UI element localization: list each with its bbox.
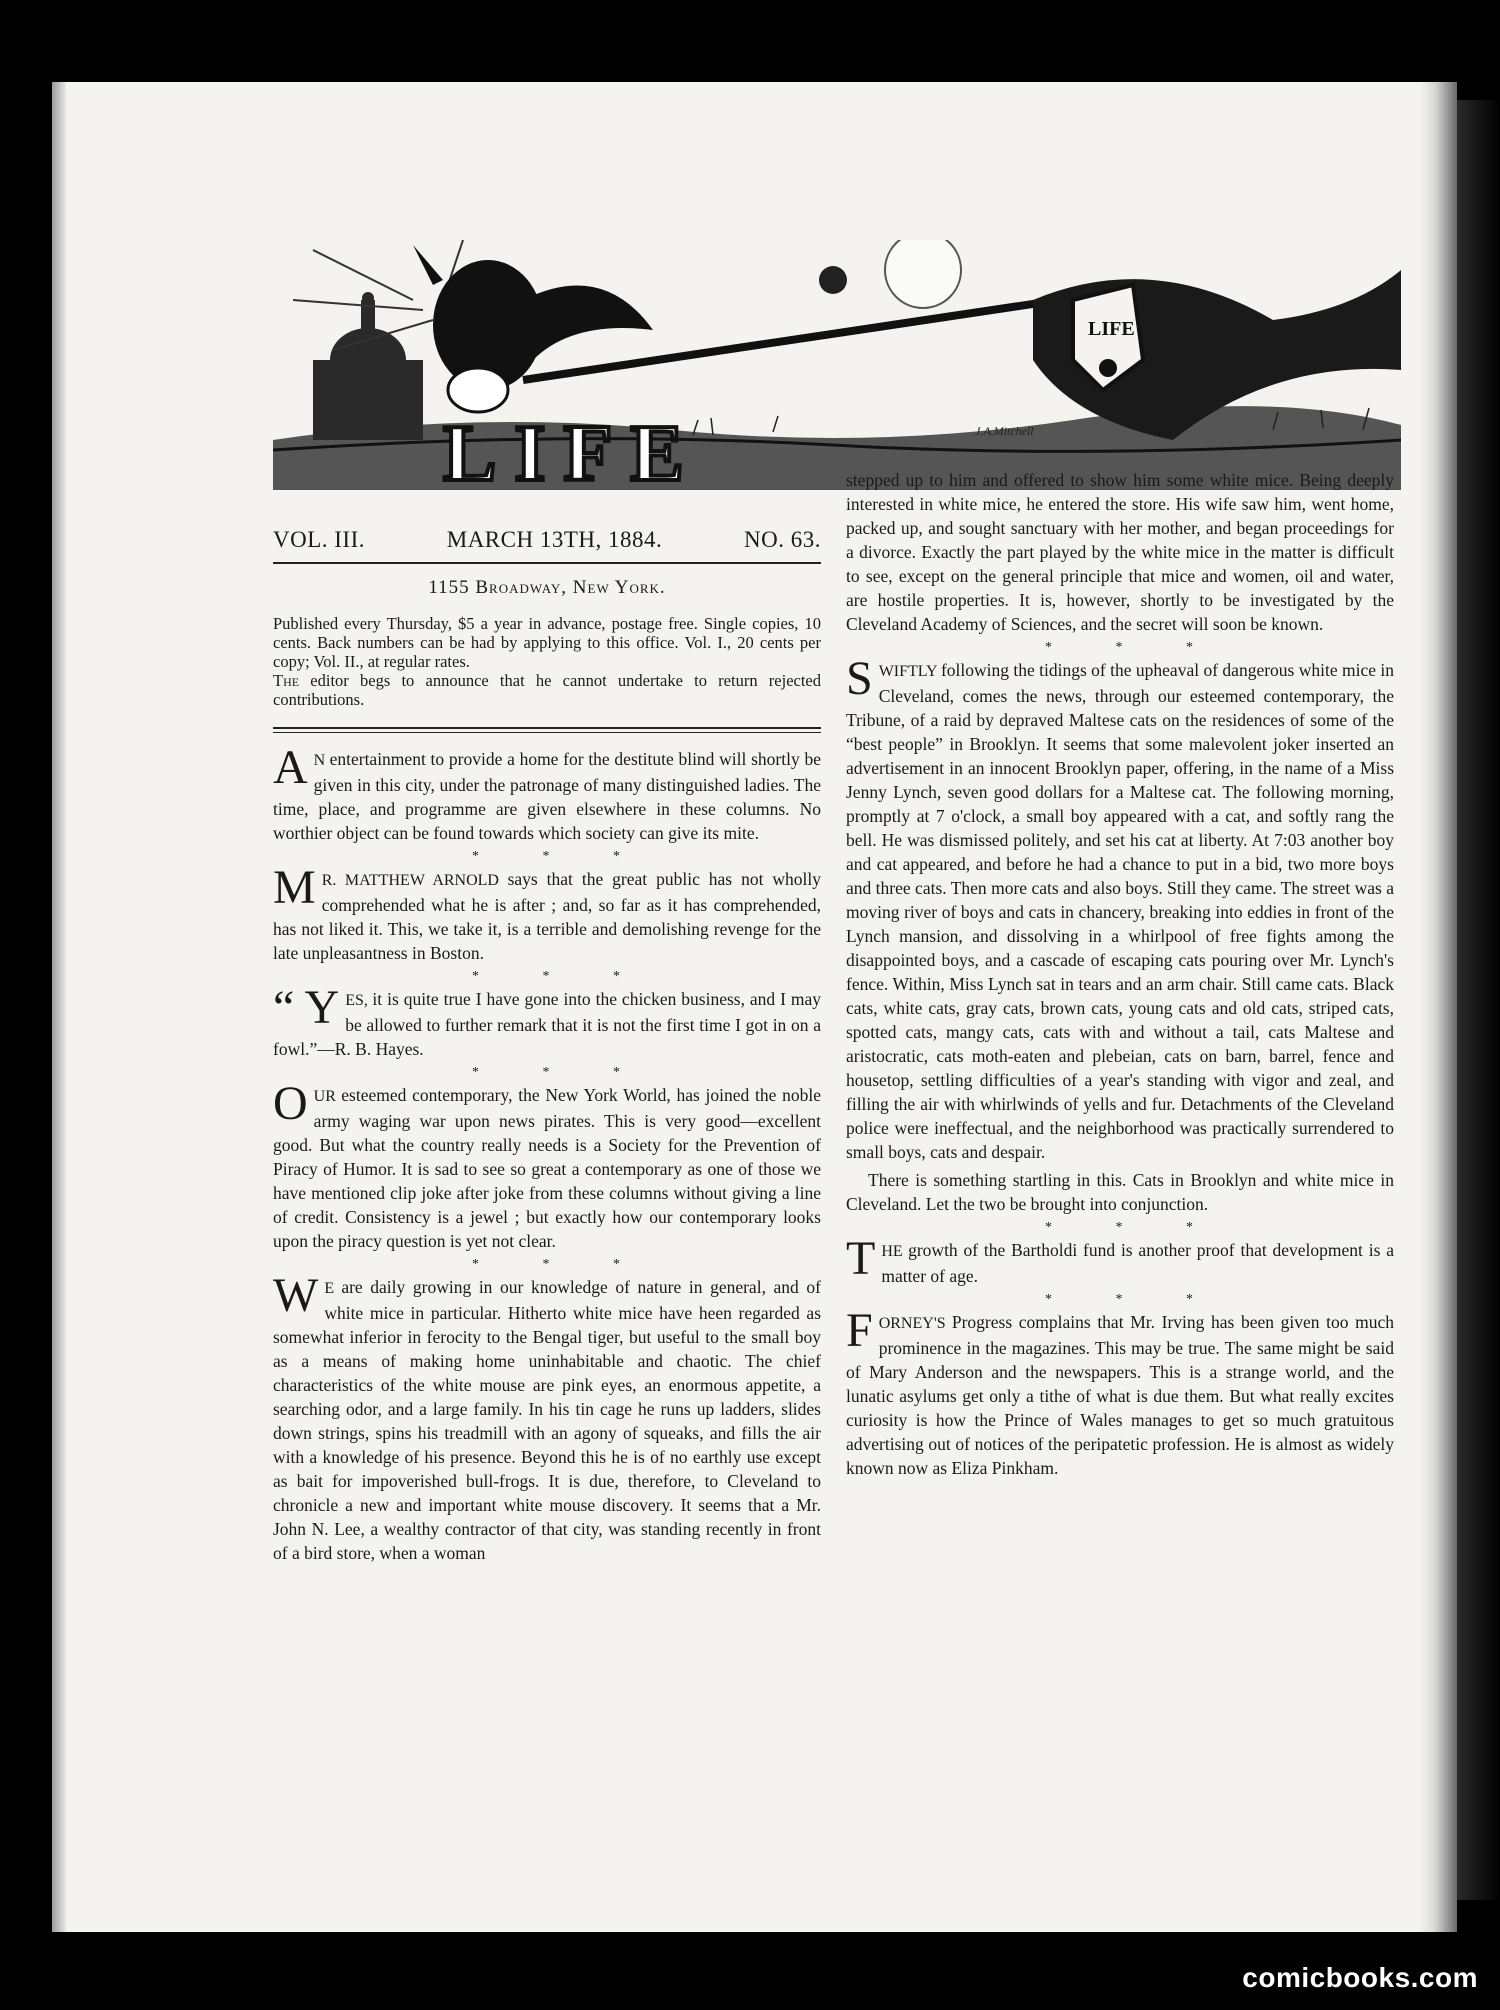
drop-cap: W: [273, 1269, 319, 1322]
lead-caps: ES,: [345, 992, 373, 1009]
section-stars: * * *: [472, 1065, 650, 1080]
page-gutter-shadow: [1420, 82, 1457, 1932]
office-address: 1155 Broadway, New York.: [428, 577, 666, 598]
article-text: entertainment to provide a home for the destitute blind will shortly be given in this city, under the patronage of many distinguished ladies. The time, place, and programme are given elsewhere in these columns. No worthier object can be found towards which society can give its mite.: [273, 749, 821, 843]
lead-caps: ORNEY'S: [878, 1315, 952, 1332]
article-text: says that the great public has not wholly comprehended what he is after ; and, so far as it has comprehended, has not liked it. This, we take it, is a terrible and demolishing revenge for the late unpleasantness in Boston.: [273, 869, 821, 963]
lead-caps: E: [324, 1280, 342, 1297]
issue-date: MARCH 13TH, 1884.: [446, 527, 663, 552]
right-column: [846, 468, 1394, 1484]
left-article-1: [273, 861, 821, 965]
article-text: Progress complains that Mr. Irving has been given too much prominence in the magazines. This may be true. The same might be said of Mary Anderson and the newspapers. This is a strange world, and the lunatic asylums get only a tithe of what is due them. But what really excites curiosity is how the Prince of Wales manages to get so much gratuitous advertising out of notices of the peripatetic profession. He is almost as widely known now as Eliza Pinkham.: [846, 1312, 1395, 1478]
right-article-1: [846, 1168, 1394, 1216]
article-text: There is something startling in this. Cats in Brooklyn and white mice in Cleveland. Let the two be brought into conjunction.: [846, 1170, 1394, 1214]
artist-signature: J.A.Mitchell: [975, 424, 1034, 438]
lead-caps: HE: [881, 1243, 909, 1260]
section-stars: * * *: [472, 849, 650, 864]
page-left-shadow: [52, 82, 66, 1932]
book-spine: [1457, 100, 1500, 1900]
right-articles: [846, 640, 1394, 1480]
left-column: [273, 528, 821, 1569]
article-text: following the tidings of the upheaval of dangerous white mice in Cleveland, comes the news, through our esteemed contemporary, the Tribune, of a raid by depraved Maltese cats on the residences of some of the “best people” in Brooklyn. It seems that some malevolent joker inserted an advertisement in an innocent Brooklyn paper, offering, in the name of a Miss Jenny Lynch, seven good dollars for a Maltese cat. The following morning, promptly at 7 o'clock, a small boy appeared with a cat, and softly rang the bell. He was dismissed politely, and set his cat at liberty. At 7:03 another boy and cat appeared, and before he had a chance to put in a bid, two more boys and three cats. Then more cats and also boys. Still they came. The street was a moving river of boys and cats in chancery, breaking into eddies in front of the Lynch mansion, and dissolving in a whirlpool of free fights among the disappointed boys, and a cascade of escaping cats pouring over Mr. Lynch's fence. Within, Miss Lynch sat in tears and an arm chair. Still came cats. Black cats, white cats, gray cats, brown cats, young cats and old cats, striped cats, spotted cats, mangy cats, cats with and without a tail, cats Maltese and aristocratic, cats moth-eaten and plebeian, cats on barn, barrel, fence and housetop, settling difficulties of a year's standing with vigor and zeal, and filling the air with whirlwinds of yells and fur. Detachments of the Cleveland police were ineffectual, and the neighborhood was practically surrendered to small boys, cats and despair.: [846, 660, 1395, 1162]
right-article-2: [846, 1232, 1394, 1288]
life-logo: LIFE: [443, 410, 702, 490]
issue-line: [273, 528, 821, 564]
article-text: are daily growing in our knowledge of nature in general, and of white mice in particular. Hitherto white mice have heen regarded as somewhat inferior in ferocity to the Bengal tiger, but useful to the small boy as a means of making home uninhabitable and chaotic. The chief characteristics of the white mouse are pink eyes, an enormous appetite, a searching odor, and a large family. In his tin cage he runs up ladders, slides down strings, spins his treadmill with an agony of squeaks, and fills the air with a knowledge of his presence. Beyond this he is of no earthly use except as bait for impoverished bull-frogs. It is due, therefore, to Cleveland to chronicle a new and important white mouse discovery. It seems that a Mr. John N. Lee, a wealthy contractor of that city, was standing recently in front of a bird store, when a woman: [273, 1277, 821, 1563]
left-article-0: [273, 741, 821, 845]
shield-text: LIFE: [1088, 318, 1135, 340]
section-stars: * * *: [1045, 1292, 1223, 1307]
drop-cap: O: [273, 1077, 308, 1130]
drop-cap: S: [846, 652, 873, 705]
editor-notice: The editor begs to announce that he cannot undertake to return rejected contributions.: [273, 671, 821, 709]
section-stars: * * *: [472, 1257, 650, 1272]
left-article-2: [273, 981, 821, 1061]
left-articles: [273, 741, 821, 1565]
volume-number: VOL. III.: [273, 527, 365, 552]
section-stars: * * *: [1045, 640, 1223, 655]
subscription-terms: Published every Thursday, $5 a year in advance, postage free. Single copies, 10 cents. Back numbers can be had by applying to this office. Vol. I., 20 cents per copy; Vol. II., at regular rates.: [273, 614, 821, 671]
drop-cap: A: [273, 741, 308, 794]
issue-number: NO. 63.: [744, 527, 821, 552]
watermark: comicbooks.com: [1242, 1962, 1478, 1993]
drop-cap: M: [273, 861, 316, 914]
drop-cap: “ Y: [273, 981, 340, 1034]
section-divider: [273, 727, 821, 733]
lead-caps: N: [313, 752, 330, 769]
left-article-3: [273, 1077, 821, 1253]
article-text: growth of the Bartholdi fund is another proof that development is a matter of age.: [881, 1240, 1394, 1286]
article-text: it is quite true I have gone into the chicken business, and I may be allowed to further remark that it is not the first time I got in on a fowl.”—R. B. Hayes.: [273, 989, 821, 1059]
publication-info: [273, 614, 821, 709]
article-text: esteemed contemporary, the New York World, has joined the noble army waging war upon news pirates. This is very good—excellent good. But what the country really needs is a Society for the Prevention of Piracy of Humor. It is sad to see so great a contemporary as one of those we have mentioned clip joke after joke from these columns without giving a line of credit. Consistency is a jewel ; but exactly how our contemporary looks upon the piracy question is yet not clear.: [273, 1085, 821, 1251]
right-article-3: [846, 1304, 1395, 1480]
white-mice-continuation: stepped up to him and offered to show him some white mice. Being deeply interested in white mice, he entered the store. His wife saw him, went home, packed up, and sought sanctuary with her mother, and began proceedings for a divorce. Exactly the part played by the white mice in the matter is difficult to see, except on the general principle that mice and women, oil and water, are hostile properties. It is, however, shortly to be investigated by the Cleveland Academy of Sciences, and the secret will soon be known.: [846, 470, 1394, 634]
masthead-illustration: [273, 240, 1401, 490]
lead-caps: R. MATTHEW ARNOLD: [321, 872, 508, 889]
left-article-4: [273, 1269, 821, 1565]
right-article-0: [846, 652, 1395, 1164]
section-stars: * * *: [472, 969, 650, 984]
drop-cap: F: [846, 1304, 873, 1357]
section-stars: * * *: [1045, 1220, 1223, 1235]
lead-caps: WIFTLY: [878, 663, 941, 680]
drop-cap: T: [846, 1232, 876, 1285]
lead-caps: UR: [313, 1088, 342, 1105]
